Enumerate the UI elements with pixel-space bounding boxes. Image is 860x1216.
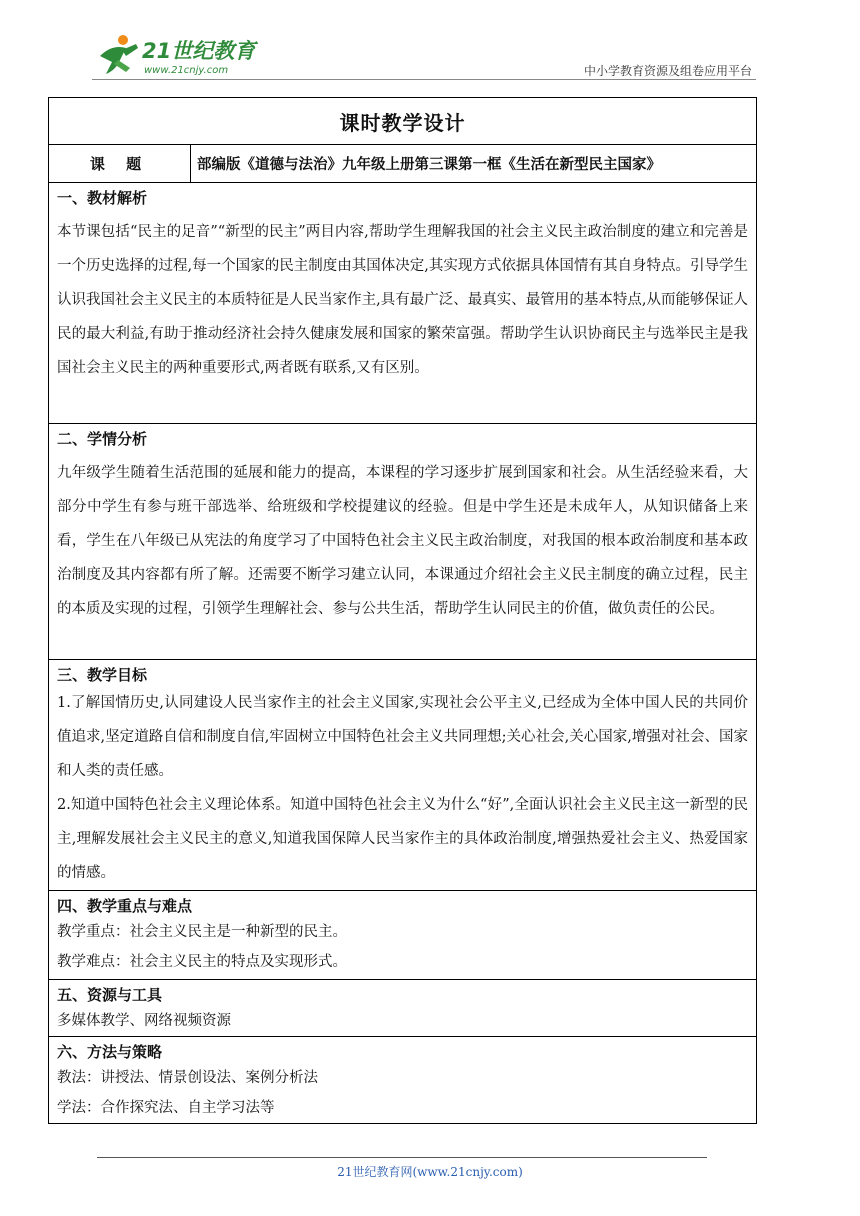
header-divider — [92, 79, 756, 80]
section-textbook-analysis — [49, 183, 757, 424]
section-heading: 三、教学目标 — [57, 666, 148, 684]
section-paragraph: 九年级学生随着生活范围的延展和能力的提高，本课程的学习逐步扩展到国家和社会。从生活经验来看，大部分中学生有参与班干部选举、给班级和学校提建议的经验。但是中学生还是未成年人，从知识储备上来看，学生在八年级已从宪法的角度学习了中国特色社会主义民主政治制度，对我国的根本政治制度和基本政治制度及其内容都有所了解。还需要不断学习建立认同，本课通过介绍社会主义民主制度的确立过程，民主的本质及实现的过程，引领学生理解社会、参与公共生活，帮助学生认同民主的价值，做负责任的公民。 — [57, 465, 748, 617]
section-heading: 四、教学重点与难点 — [57, 897, 193, 915]
section-methods — [49, 1037, 757, 1124]
section-paragraph: 教学难点：社会主义民主的特点及实现形式。 — [57, 954, 347, 970]
section-resources — [49, 980, 757, 1037]
runner-icon — [100, 35, 138, 74]
brand-logo — [92, 30, 262, 78]
section-paragraph: 教法：讲授法、情景创设法、案例分析法 — [57, 1070, 318, 1086]
page-header — [0, 0, 860, 80]
section-heading: 五、资源与工具 — [57, 986, 163, 1004]
section-paragraph: 多媒体教学、网络视频资源 — [57, 1013, 231, 1029]
lesson-design-table — [48, 97, 757, 1124]
logo-url: www.21cnjy.com — [144, 65, 229, 76]
section-teaching-goals — [49, 660, 757, 891]
section-paragraph: 本节课包括“民主的足音”“新型的民主”两目内容,帮助学生理解我国的社会主义民主政治制度的建立和完善是一个历史选择的过程,每一个国家的民主制度由其国体决定,其实现方式依据具体国情有其自身特点。引导学生认识我国社会主义民主的本质特征是人民当家作主,具有最广泛、最真实、最管用的基本特点,从而能够保证人民的最大利益,有助于推动经济社会持久健康发展和国家的繁荣富强。帮助学生认识协商民主与选举民主是我国社会主义民主的两种重要形式,两者既有联系,又有区别。 — [57, 224, 748, 376]
footer-divider — [97, 1157, 707, 1158]
page-title: 课时教学设计 — [49, 98, 757, 145]
section-paragraph: 教学重点：社会主义民主是一种新型的民主。 — [57, 924, 347, 940]
section-key-points — [49, 891, 757, 980]
section-heading: 六、方法与策略 — [57, 1043, 163, 1061]
platform-name: 中小学教育资源及组卷应用平台 — [583, 64, 752, 78]
section-paragraph: 2.知道中国特色社会主义理论体系。知道中国特色社会主义为什么“好”,全面认识社会主义民主这一新型的民主,理解发展社会主义民主的意义,知道我国保障人民当家作主的具体政治制度,增强热爱社会主义、热爱国家的情感。 — [57, 797, 748, 881]
section-heading: 二、学情分析 — [57, 430, 148, 448]
section-paragraph: 学法：合作探究法、自主学习法等 — [57, 1100, 275, 1116]
subject-value: 部编版《道德与法治》九年级上册第三课第一框《生活在新型民主国家》 — [191, 145, 757, 183]
section-student-analysis — [49, 424, 757, 660]
section-heading: 一、教材解析 — [57, 189, 148, 207]
subject-label: 课 题 — [49, 145, 191, 183]
footer-link[interactable]: 21世纪教育网(www.21cnjy.com) — [337, 1165, 523, 1179]
logo-text: 21世纪教育 — [142, 39, 256, 63]
section-paragraph: 1.了解国情历史,认同建设人民当家作主的社会主义国家,实现社会公平主义,已经成为全体中国人民的共同价值追求,坚定道路自信和制度自信,牢固树立中国特色社会主义共同理想;关心社会,关心国家,增强对社会、国家和人类的责任感。 — [57, 695, 748, 779]
